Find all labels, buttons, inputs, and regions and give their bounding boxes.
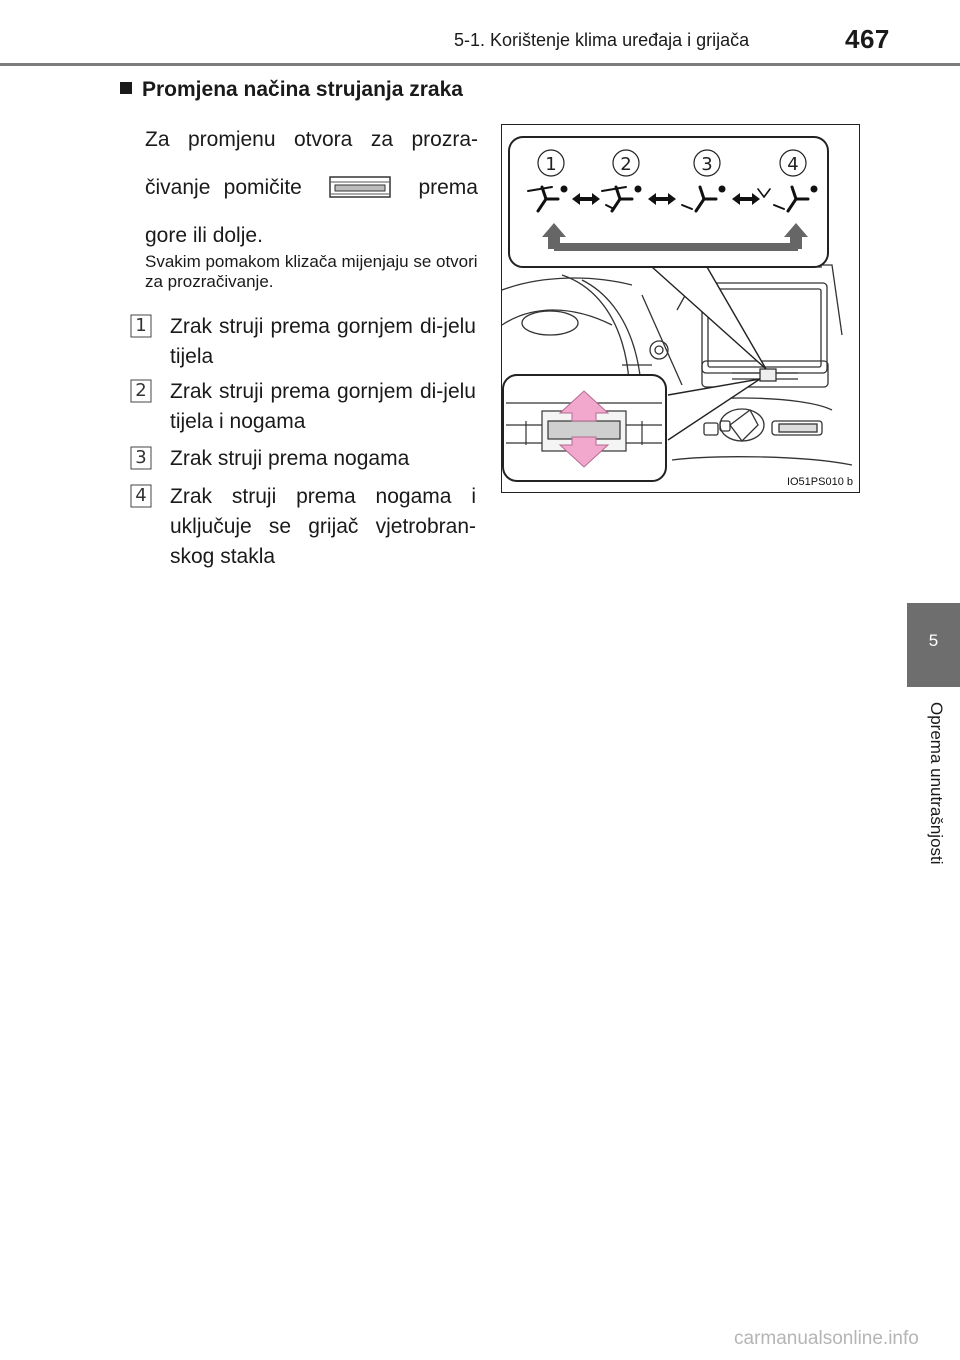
page-number: 467 bbox=[845, 24, 890, 54]
chapter-tab bbox=[907, 603, 960, 687]
watermark: carmanualsonline.info bbox=[734, 1328, 919, 1349]
intro-paragraph bbox=[145, 116, 478, 260]
item-text: Zrak struji prema gornjem di-jelu tijela i nogama bbox=[170, 380, 476, 433]
intro-text-part2: prema gore ili dolje. bbox=[145, 176, 478, 247]
header-rule bbox=[0, 63, 960, 66]
slider-icon bbox=[329, 176, 391, 198]
note-text: Svakim pomakom klizača mijenjaju se otvori za prozračivanje. bbox=[145, 252, 478, 291]
section-heading bbox=[120, 78, 463, 102]
item-number: 2 bbox=[135, 380, 147, 401]
item-number: 4 bbox=[135, 485, 147, 506]
item-number: 1 bbox=[135, 315, 147, 336]
figure-code: IO51PS010 b bbox=[786, 476, 853, 488]
callout-number: 4 bbox=[787, 154, 799, 175]
callout-number: 1 bbox=[545, 154, 557, 175]
callout-number: 3 bbox=[701, 154, 713, 175]
item-text: Zrak struji prema nogama bbox=[170, 447, 410, 470]
item-text: Zrak struji prema nogama i uključuje se grijač vjetrobran-skog stakla bbox=[170, 485, 476, 568]
header-title: 5-1. Korištenje klima uređaja i grijača bbox=[454, 30, 750, 50]
callout-number: 2 bbox=[620, 154, 632, 175]
airflow-figure bbox=[501, 124, 860, 493]
item-number: 3 bbox=[135, 447, 147, 468]
chapter-number: 5 bbox=[928, 631, 939, 650]
chapter-label: Oprema unutrašnjosti bbox=[927, 702, 946, 865]
dashboard-illustration bbox=[502, 125, 858, 491]
section-heading-text: Promjena načina strujanja zraka bbox=[142, 78, 463, 101]
intro-text-part1: Za promjenu otvora za prozra-čivanje pomičite bbox=[145, 128, 478, 199]
square-bullet-icon bbox=[120, 82, 132, 94]
item-text: Zrak struji prema gornjem di-jelu tijela bbox=[170, 315, 476, 368]
